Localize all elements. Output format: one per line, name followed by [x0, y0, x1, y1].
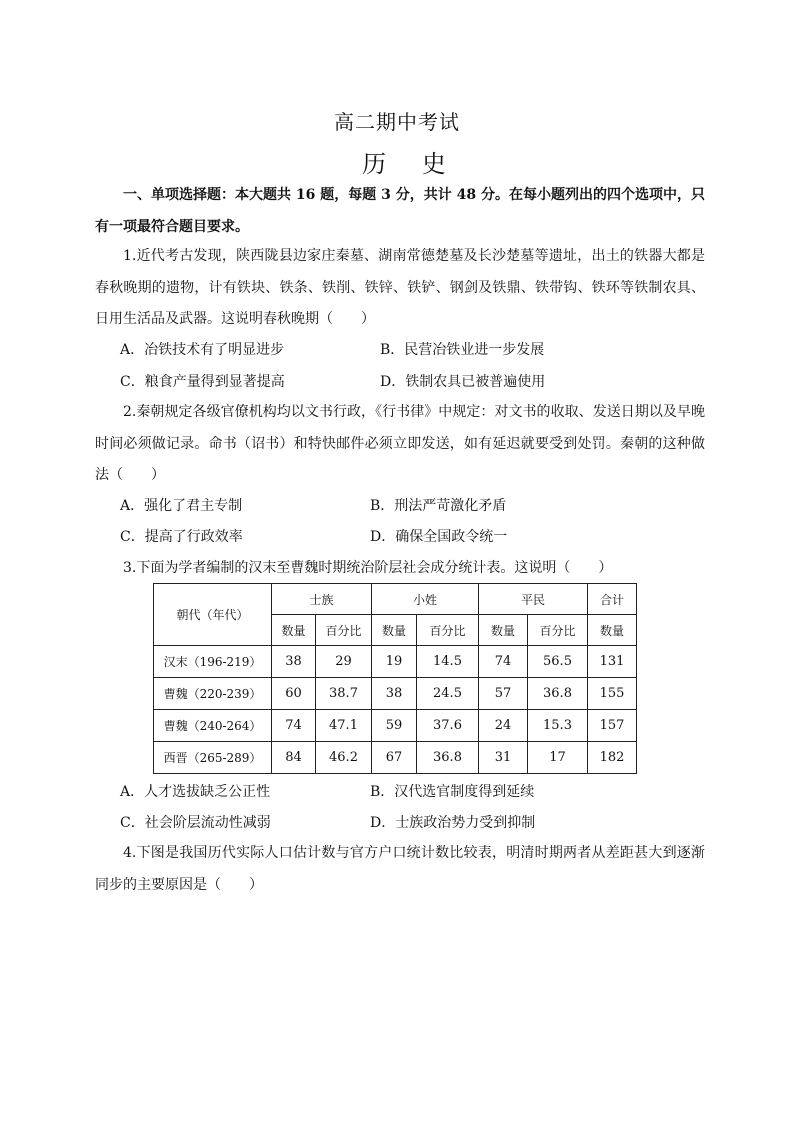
q1-option-b: B．民营冶铁业进一步发展 — [380, 342, 545, 358]
table-cell: 74 — [479, 646, 528, 678]
q3-option-d: D．士族政治势力受到抑制 — [370, 815, 536, 831]
table-cell: 155 — [588, 678, 637, 710]
statistics-table — [153, 583, 637, 774]
question-1-stem: 1.近代考古发现，陕西陇县边家庄秦墓、湖南常德楚墓及长沙楚墓等遗址，出土的铁器大都是春秋晚期的遗物，计有铁块、铁条、铁削、铁锌、铁铲、钢剑及铁鼎、铁带钩、铁环等铁制农具、日用生活品及武器。这说明春秋晚期（ ） — [95, 248, 705, 327]
q3-option-a: A．人才选拔缺乏公正性 — [120, 784, 271, 800]
table-cell-period: 曹魏（240-264） — [154, 710, 272, 742]
table-cell: 38.7 — [316, 678, 372, 710]
table-cell: 182 — [588, 742, 637, 774]
table-cell: 56.5 — [528, 646, 588, 678]
q1-option-d: D．铁制农具已被普遍使用 — [380, 374, 546, 390]
q1-option-c: C．粮食产量得到显著提高 — [120, 374, 285, 390]
table-corner-header: 朝代（年代） — [154, 584, 272, 646]
q2-option-c: C．提高了行政效率 — [120, 529, 243, 545]
table-cell: 29 — [316, 646, 372, 678]
table-cell-period: 西晋（265-289） — [154, 742, 272, 774]
table-cell: 15.3 — [528, 710, 588, 742]
table-cell: 46.2 — [316, 742, 372, 774]
table-subheader: 数量 — [272, 615, 316, 646]
q3-option-c: C．社会阶层流动性减弱 — [120, 815, 271, 831]
table-cell: 59 — [372, 710, 417, 742]
table-row — [154, 710, 637, 742]
q2-option-a: A．强化了君主专制 — [120, 498, 243, 514]
table-cell: 19 — [372, 646, 417, 678]
table-cell: 57 — [479, 678, 528, 710]
section-heading: 一、单项选择题：本大题共 16 题，每题 3 分，共计 48 分。在每小题列出的四个选项中，只有一项最符合题目要求。 — [95, 187, 705, 235]
table-cell-period: 汉末（196-219） — [154, 646, 272, 678]
table-cell: 24.5 — [417, 678, 479, 710]
table-cell: 24 — [479, 710, 528, 742]
table-cell: 14.5 — [417, 646, 479, 678]
table-cell: 84 — [272, 742, 316, 774]
question-2-stem: 2.秦朝规定各级官僚机构均以文书行政，《行书律》中规定：对文书的收取、发送日期以及早晚时间必须做记录。命书（诏书）和特快邮件必须立即发送，如有延迟就要受到处罚。秦朝的这种做法（ ） — [95, 404, 705, 483]
table-cell: 131 — [588, 646, 637, 678]
q1-option-a: A．冶铁技术有了明显进步 — [120, 342, 285, 358]
table-cell: 74 — [272, 710, 316, 742]
q2-option-d: D．确保全国政令统一 — [370, 529, 508, 545]
table-cell: 60 — [272, 678, 316, 710]
table-cell: 38 — [372, 678, 417, 710]
table-cell: 47.1 — [316, 710, 372, 742]
table-subheader: 数量 — [372, 615, 417, 646]
table-group-header: 士族 — [272, 584, 372, 615]
subject-title: 历 史 — [362, 150, 460, 178]
table-row — [154, 742, 637, 774]
table-cell-period: 曹魏（220-239） — [154, 678, 272, 710]
table-subheader: 百分比 — [417, 615, 479, 646]
table-subheader: 数量 — [479, 615, 528, 646]
table-group-header: 小姓 — [372, 584, 479, 615]
table-cell: 36.8 — [417, 742, 479, 774]
table-cell: 38 — [272, 646, 316, 678]
table-group-header: 合计 — [588, 584, 637, 615]
table-group-header: 平民 — [479, 584, 588, 615]
table-subheader: 百分比 — [528, 615, 588, 646]
table-cell: 67 — [372, 742, 417, 774]
q3-option-b: B．汉代选官制度得到延续 — [370, 784, 535, 800]
table-row — [154, 646, 637, 678]
table-subheader: 数量 — [588, 615, 637, 646]
table-subheader: 百分比 — [316, 615, 372, 646]
question-4-stem: 4.下图是我国历代实际人口估计数与官方户口统计数比较表，明清时期两者从差距甚大到逐渐同步的主要原因是（ ） — [95, 845, 705, 893]
table-cell: 17 — [528, 742, 588, 774]
table-cell: 157 — [588, 710, 637, 742]
question-3-stem: 3.下面为学者编制的汉末至曹魏时期统治阶层社会成分统计表。这说明（ ） — [123, 560, 613, 576]
exam-title: 高二期中考试 — [334, 110, 460, 134]
table-cell: 37.6 — [417, 710, 479, 742]
table-cell: 31 — [479, 742, 528, 774]
q2-option-b: B．刑法严苛激化矛盾 — [370, 498, 507, 514]
table-cell: 36.8 — [528, 678, 588, 710]
table-row — [154, 678, 637, 710]
